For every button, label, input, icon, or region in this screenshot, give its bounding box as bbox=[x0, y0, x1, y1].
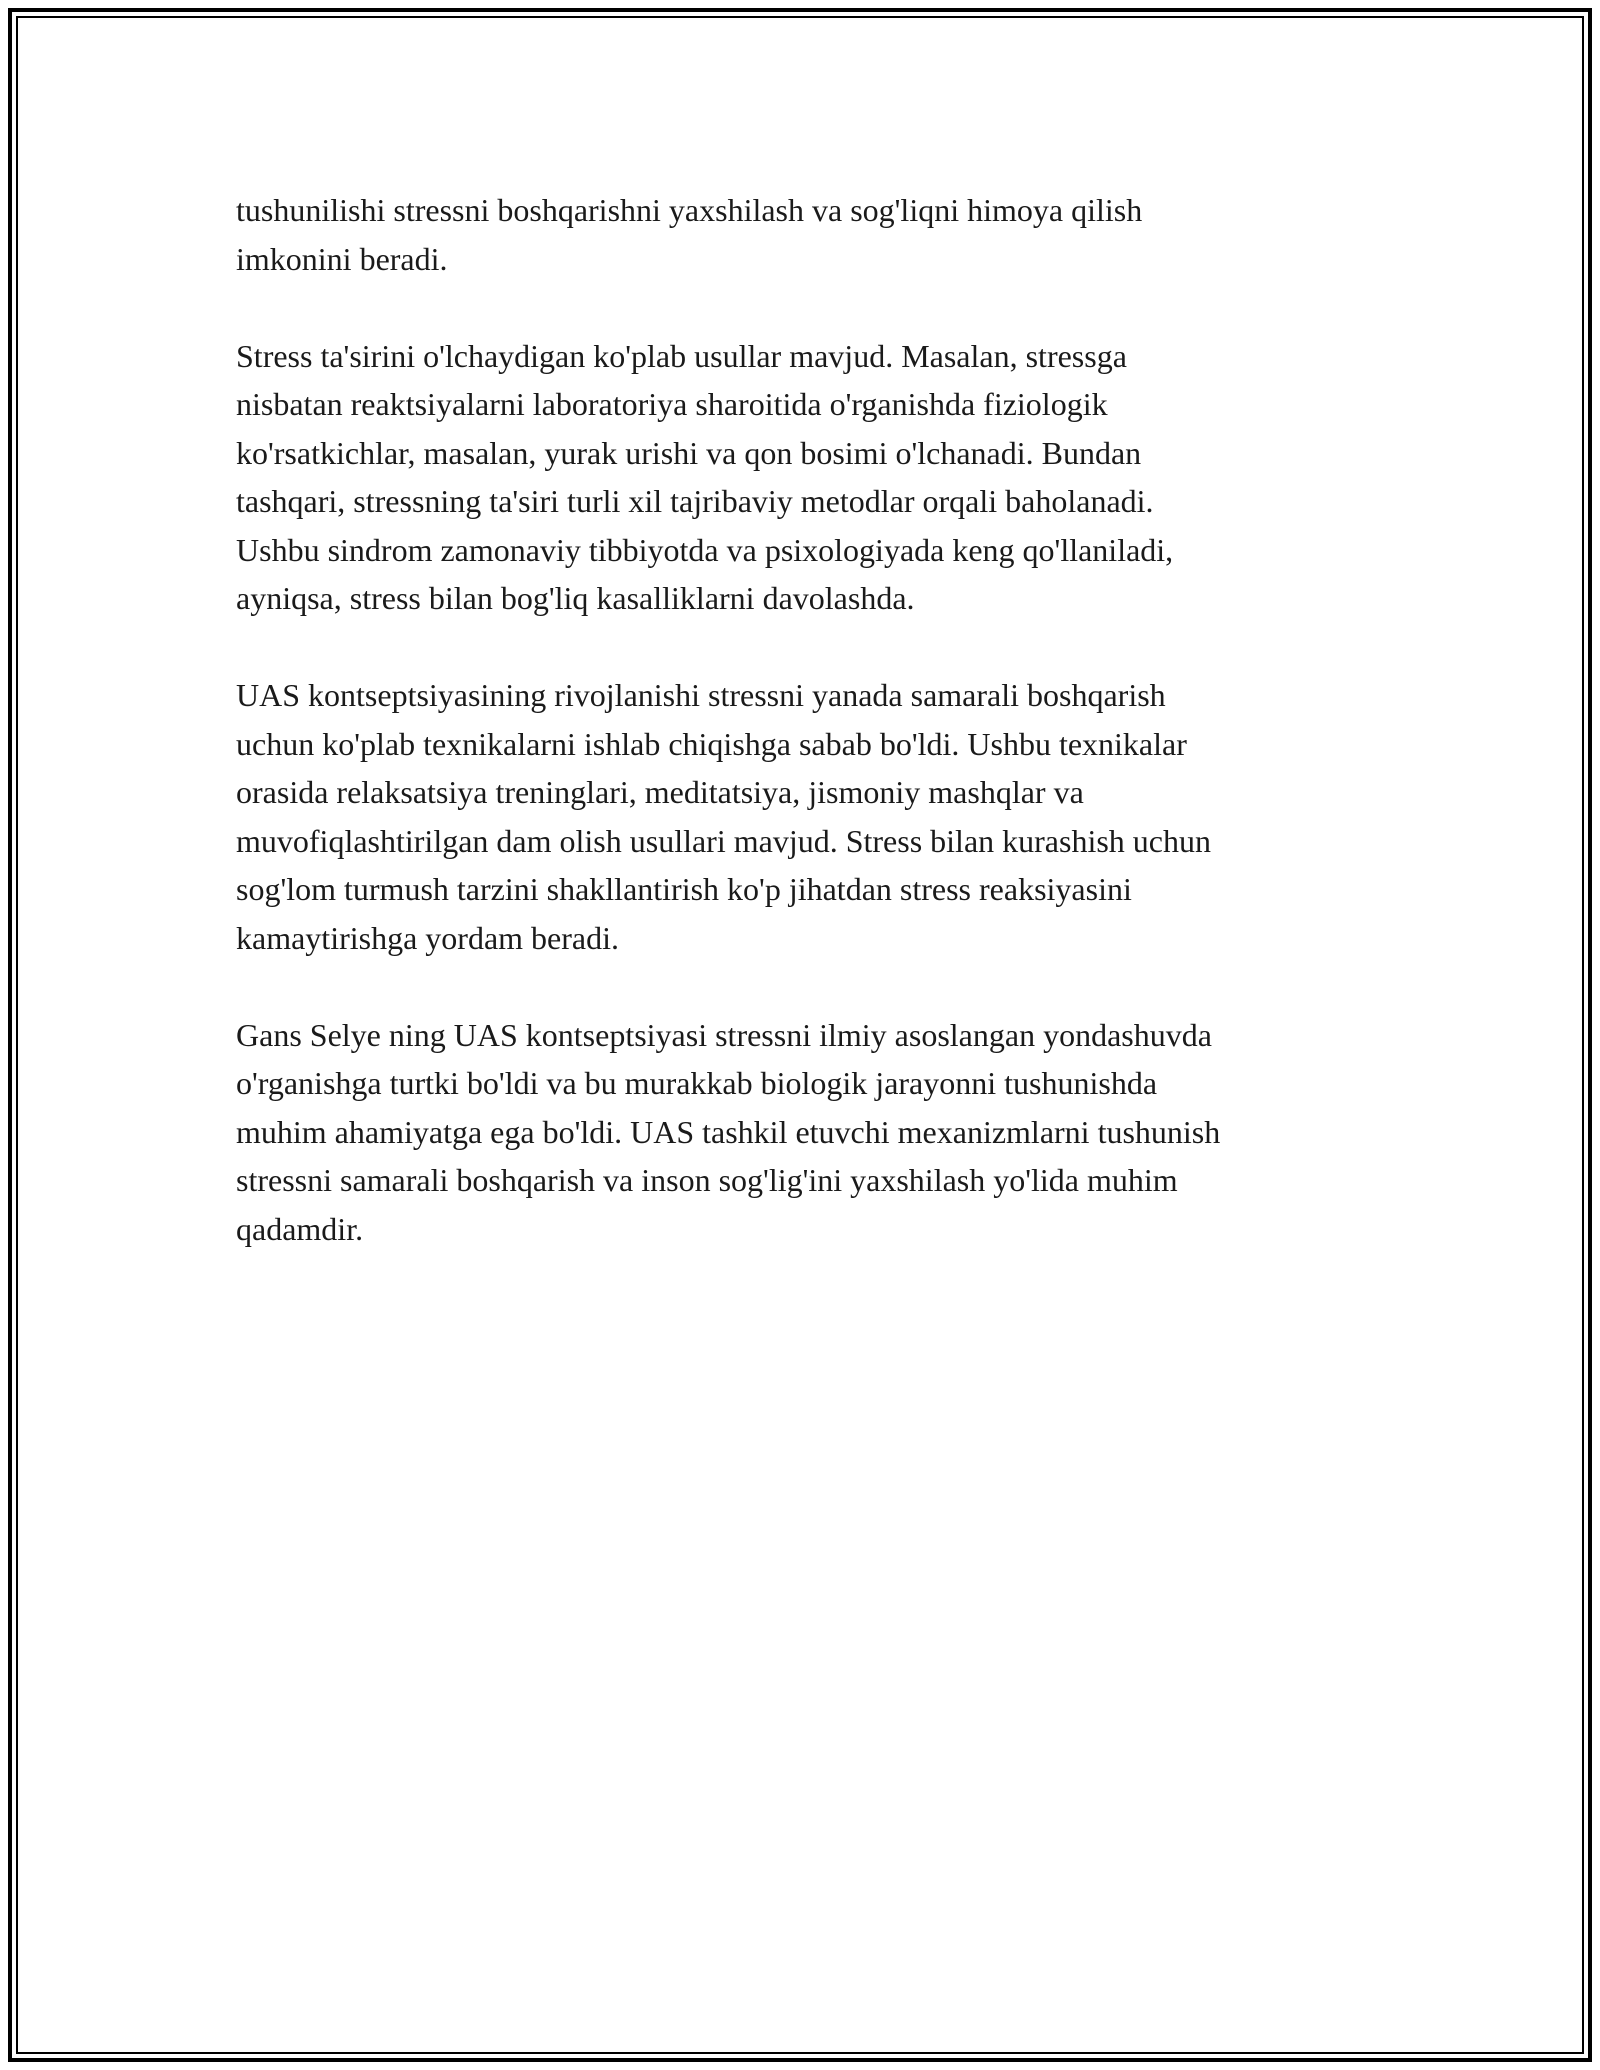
document-body bbox=[236, 186, 1376, 1302]
paragraph: tushunilishi stressni boshqarishni yaxshilash va sog'liqni himoya qilish imkonini beradi. bbox=[236, 192, 1143, 277]
paragraph: UAS kontseptsiyasining rivojlanishi stressni yanada samarali boshqarish uchun ko'plab texnikalarni ishlab chiqishga sabab bo'ldi. Ushbu texnikalar orasida relaksatsiya treninglari, meditatsiya, jismoniy mashqlar va muvofiqlashtirilgan dam olish usullari mavjud. Stress bilan kurashish uchun sog'lom turmush tarzini shakllantirish ko'p jihatdan stress reaksiyasini kamaytirishga yordam beradi. bbox=[236, 677, 1211, 956]
paragraph: Gans Selye ning UAS kontseptsiyasi stressni ilmiy asoslangan yondashuvda o'rganishga turtki bo'ldi va bu murakkab biologik jarayonni tushunishda muhim ahamiyatga ega bo'ldi. UAS tashkil etuvchi mexanizmlarni tushunish stressni samarali boshqarish va inson sog'lig'ini yaxshilash yo'lida muhim qadamdir. bbox=[236, 1016, 1221, 1247]
paragraph: Stress ta'sirini o'lchaydigan ko'plab usullar mavjud. Masalan, stressga nisbatan reaktsiyalarni laboratoriya sharoitida o'rganishda fiziologik ko'rsatkichlar, masalan, yurak urishi va qon bosimi o'lchanadi. Bundan tashqari, stressning ta'siri turli xil tajribaviy metodlar orqali baholanadi. Ushbu sindrom zamonaviy tibbiyotda va psixologiyada keng qo'llaniladi, ayniqsa, stress bilan bog'liq kasalliklarni davolashda. bbox=[236, 337, 1174, 616]
